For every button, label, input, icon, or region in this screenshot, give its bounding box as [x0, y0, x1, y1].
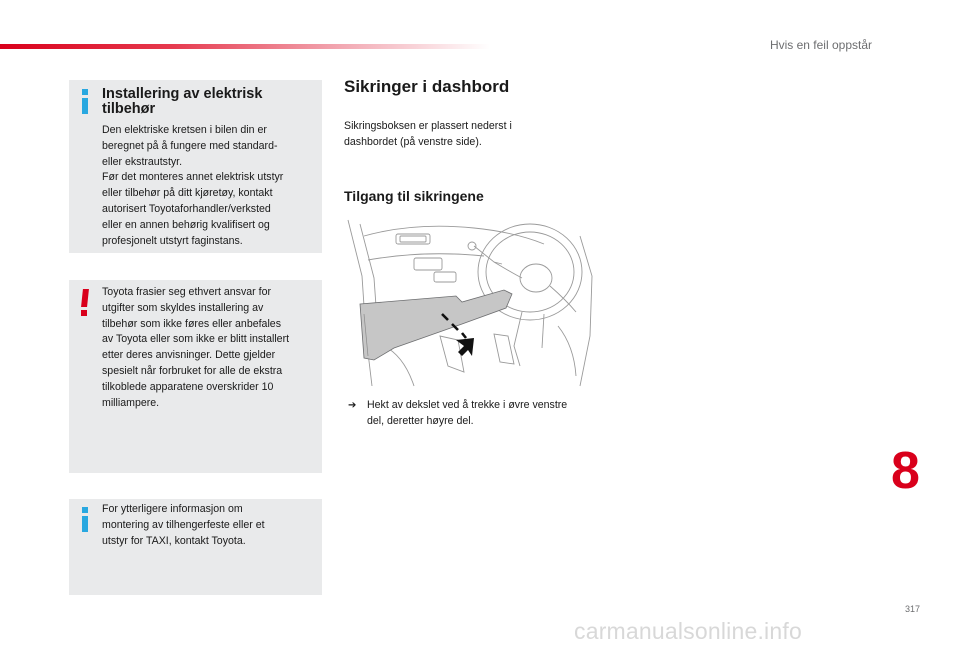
step-text: Hekt av dekslet ved å trekke i øvre venstre del, deretter høyre del. [367, 399, 568, 427]
warning-box-liability [69, 280, 322, 473]
box-text: Den elektriske kretsen i bilen din er beregnet på å fungere med standard- eller ekstrautstyr. Før det monteres annet elektrisk utstyr eller tilbehør på ditt kjøretøy, kontakt autorisert Toyotaforhandler/verksted eller en annen behørig kvalifisert og profesjonelt utstyrt faginstans. [102, 124, 284, 247]
box-text: Toyota frasier seg ethvert ansvar for utgifter som skyldes installering av tilbehør som ikke føres eller anbefales av Toyota eller som ikke er blitt installert etter deres anvisninger. Dette gjelder spesielt når forbruket for alle de ekstra tilkoblede apparatene overskrider 10 milliampere. [102, 286, 290, 409]
info-icon [82, 507, 88, 532]
chapter-number: 8 [891, 442, 920, 500]
subsection-title: Tilgang til sikringene [344, 188, 484, 204]
info-icon [82, 89, 88, 114]
intro-text: Sikringsboksen er plassert nederst i dashbordet (på venstre side). [344, 120, 512, 148]
info-box-electrical-accessories [69, 80, 322, 253]
section-title: Hvis en feil oppstår [769, 38, 872, 52]
watermark: carmanualsonline.info [574, 618, 802, 644]
page-number: 317 [905, 604, 921, 614]
dashboard-fuse-cover-illustration [344, 216, 598, 388]
bullet-arrow-icon: ➔ [348, 400, 357, 411]
warning-icon [81, 289, 89, 316]
box-heading: Installering av elektrisk tilbehør [102, 86, 263, 117]
page-title: Sikringer i dashbord [344, 77, 510, 96]
box-text: For ytterligere informasjon om montering av tilhengerfeste eller et utstyr for TAXI, kontakt Toyota. [102, 503, 265, 547]
info-box-towbar-taxi [69, 499, 322, 595]
header-accent-bar [0, 44, 490, 49]
